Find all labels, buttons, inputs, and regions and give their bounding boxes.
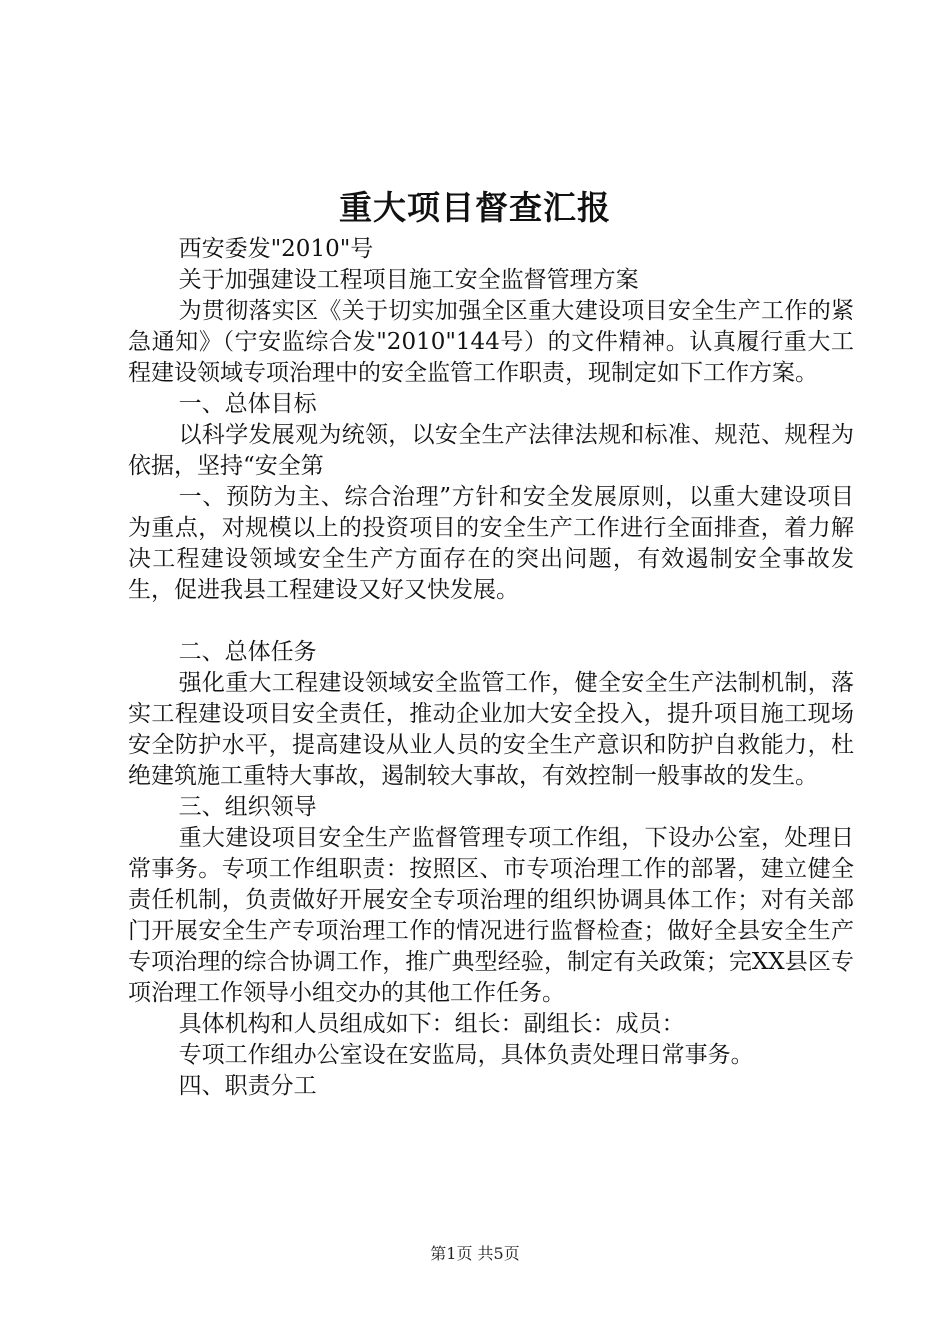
section-heading-duties: 四、职责分工 — [178, 1073, 317, 1099]
document-title: 重大项目督查汇报 — [339, 188, 611, 227]
goals-paragraph: 以科学发展观为统领，以安全生产法律法规和标准、规范、规程为依据，坚持“安全第 — [128, 422, 854, 479]
page-footer: 第1页 共5页 — [430, 1244, 520, 1263]
office-paragraph: 专项工作组办公室设在安监局，具体负责处理日常事务。 — [178, 1042, 754, 1068]
intro-paragraph: 为贯彻落实区《关于切实加强全区重大建设项目安全生产工作的紧急通知》（宁安监综合发"2010"144号）的文件精神。认真履行重大工程建设领域专项治理中的安全监管工作职责，现制定如下工作方案。 — [128, 298, 854, 386]
section-heading-goals: 一、总体目标 — [178, 391, 317, 417]
document-body — [128, 234, 854, 1102]
tasks-paragraph: 强化重大工程建设领域安全监管工作，健全安全生产法制机制，落实工程建设项目安全责任，推动企业加大安全投入，提升项目施工现场安全防护水平，提高建设从业人员的安全生产意识和防护自救能力，杜绝建筑施工重特大事故，遏制较大事故，有效控制一般事故的发生。 — [128, 670, 854, 789]
goals-paragraph-continued: 一、预防为主、综合治理”方针和安全发展原则，以重大建设项目为重点，对规模以上的投资项目的安全生产工作进行全面排查，着力解决工程建设领域安全生产方面存在的突出问题，有效遏制安全事故发生，促进我县工程建设又好又快发展。 — [128, 484, 854, 603]
section-heading-tasks: 二、总体任务 — [178, 639, 317, 665]
paragraph-gap — [128, 606, 854, 637]
leadership-paragraph: 重大建设项目安全生产监督管理专项工作组，下设办公室，处理日常事务。专项工作组职责：按照区、市专项治理工作的部署，建立健全责任机制，负责做好开展安全专项治理的组织协调具体工作；对有关部门开展安全生产专项治理工作的情况进行监督检查；做好全县安全生产专项治理的综合协调工作，推广典型经验，制定有关政策；完XX县区专项治理工作领导小组交办的其他工作任务。 — [128, 825, 854, 1006]
section-heading-leadership: 三、组织领导 — [178, 794, 317, 820]
members-paragraph: 具体机构和人员组成如下：组长：副组长：成员： — [178, 1011, 685, 1037]
doc-subject: 关于加强建设工程项目施工安全监督管理方案 — [178, 267, 639, 293]
doc-number: 西安委发"2010"号 — [178, 236, 374, 262]
